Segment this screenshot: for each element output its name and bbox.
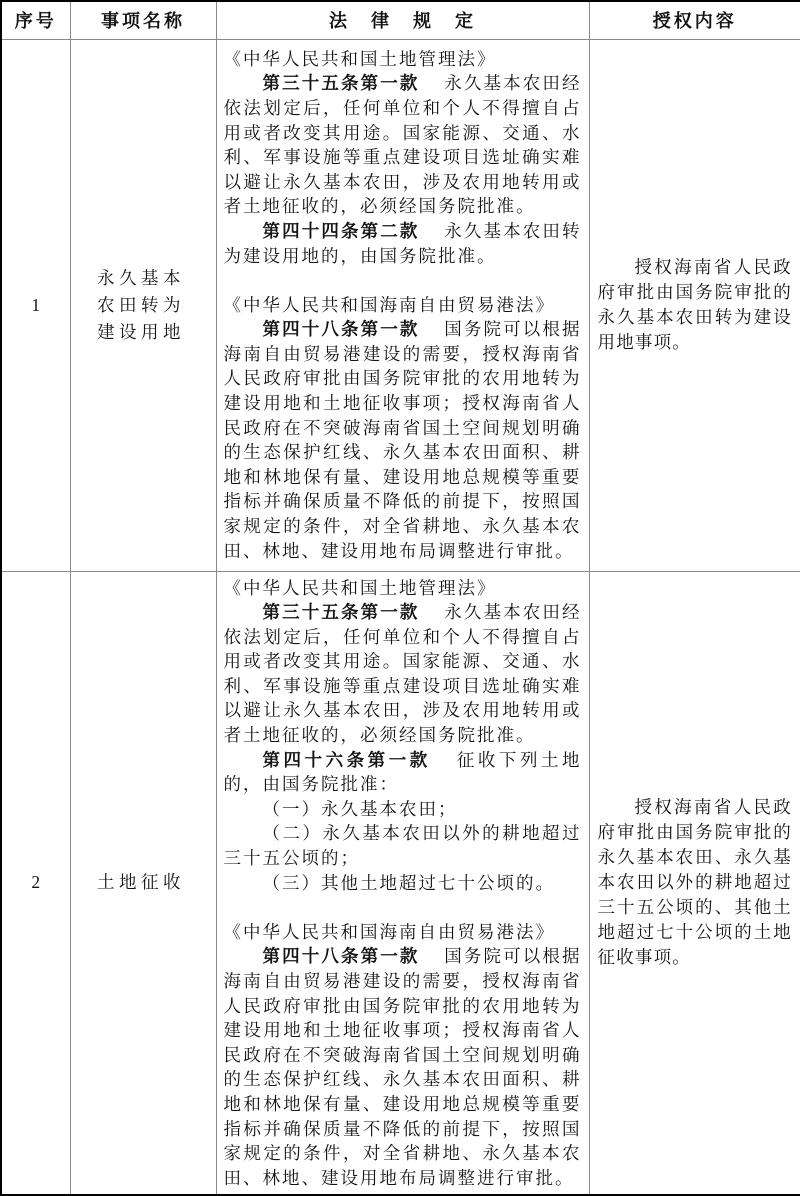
- table-row: [1, 39, 800, 571]
- law-paragraph-text: 国务院可以根据海南自由贸易港建设的需要，授权海南省人民政府审批由国务院审批的农用地转为建设用地和土地征收事项；授权海南省人民政府在不突破海南省国土空间规划明确的生态保护红线、永久基本农田面积、耕地和林地保有量、建设用地总规模等重要指标并确保质量不降低的前提下，按照国家规定的条件，对全省耕地、永久基本农田、林地、建设用地布局调整进行审批。: [223, 946, 582, 1188]
- row-legal-provision-cell: [216, 39, 589, 571]
- row-item-name: 土地征收: [97, 872, 185, 893]
- law-section: [224, 576, 582, 896]
- law-title: 《中华人民共和国海南自由贸易港法》: [223, 294, 555, 315]
- row-item-name-cell: [70, 571, 216, 1195]
- law-article-lead: 第三十五条第一款: [262, 602, 420, 623]
- law-title: 《中华人民共和国土地管理法》: [223, 48, 497, 69]
- law-paragraph-text: （一）永久基本农田；: [262, 798, 458, 819]
- row-serial-cell: [1, 39, 70, 571]
- row-authorization-cell: [589, 571, 800, 1195]
- row-item-name: 永久基本农田转为建设用地: [97, 267, 185, 342]
- row-serial: 2: [31, 872, 41, 893]
- law-paragraph-text: （三）其他土地超过七十公顷的。: [262, 872, 555, 893]
- law-paragraph: [224, 797, 582, 822]
- law-paragraph-text: 永久基本农田转为建设用地的，由国务院批准。: [223, 220, 582, 266]
- law-paragraph-text: 永久基本农田经依法划定后，任何单位和个人不得擅自占用或者改变其用途。国家能源、交通、水利、军事设施等重点建设项目选址确实难以避让永久基本农田，涉及农用地转用或者土地征收的，必须经国务院批准。: [223, 602, 582, 746]
- authorization-text: 授权海南省人民政府审批由国务院审批的永久基本农田、永久基本农田以外的耕地超过三十五公顷的、其他土地超过七十公顷的土地征收事项。: [597, 797, 792, 968]
- law-paragraph-text: （二）永久基本农田以外的耕地超过三十五公顷的；: [223, 823, 582, 869]
- law-paragraph: [224, 219, 582, 268]
- row-legal-provision-cell: [216, 571, 589, 1195]
- law-title: 《中华人民共和国海南自由贸易港法》: [223, 921, 555, 942]
- law-article-lead: 第四十八条第一款: [262, 946, 420, 967]
- law-paragraph: [224, 944, 582, 1190]
- table-body: [1, 39, 800, 1195]
- row-item-name-cell: [70, 39, 216, 571]
- authorization-text: 授权海南省人民政府审批由国务院审批的永久基本农田转为建设用地事项。: [597, 257, 792, 352]
- law-paragraph: [224, 317, 582, 563]
- law-paragraph: [224, 600, 582, 748]
- row-serial: 1: [31, 294, 41, 315]
- header-item-name: 事项名称: [70, 1, 216, 39]
- law-section: [224, 920, 582, 1191]
- header-row: [1, 1, 800, 39]
- row-authorization-cell: [589, 39, 800, 571]
- law-paragraph-text: 国务院可以根据海南自由贸易港建设的需要，授权海南省人民政府审批由国务院审批的农用地转为建设用地和土地征收事项；授权海南省人民政府在不突破海南省国土空间规划明确的生态保护红线、永久基本农田面积、耕地和林地保有量、建设用地总规模等重要指标并确保质量不降低的前提下，按照国家规定的条件，对全省耕地、永久基本农田、林地、建设用地布局调整进行审批。: [223, 319, 582, 561]
- row-serial-cell: [1, 571, 70, 1195]
- law-section: [224, 47, 582, 268]
- header-authorization: 授权内容: [589, 1, 800, 39]
- law-paragraph: [224, 871, 582, 896]
- law-article-lead: 第四十四条第二款: [262, 220, 420, 241]
- table-header: [1, 1, 800, 39]
- law-paragraph: [224, 71, 582, 219]
- law-article-lead: 第四十八条第一款: [262, 319, 420, 340]
- law-article-lead: 第三十五条第一款: [262, 73, 420, 94]
- law-paragraph: [224, 821, 582, 870]
- law-paragraph-text: 征收下列土地的，由国务院批准：: [223, 749, 582, 795]
- law-title: 《中华人民共和国土地管理法》: [223, 577, 497, 598]
- header-serial: 序号: [1, 1, 70, 39]
- law-paragraph: [224, 748, 582, 797]
- law-paragraph-text: 永久基本农田经依法划定后，任何单位和个人不得擅自占用或者改变其用途。国家能源、交通、水利、军事设施等重点建设项目选址确实难以避让永久基本农田，涉及农用地转用或者土地征收的，必须经国务院批准。: [223, 73, 582, 217]
- law-article-lead: 第四十六条第一款: [262, 749, 431, 770]
- table-row: [1, 571, 800, 1195]
- header-legal-provision: 法 律 规 定: [216, 1, 589, 39]
- law-section: [224, 293, 582, 564]
